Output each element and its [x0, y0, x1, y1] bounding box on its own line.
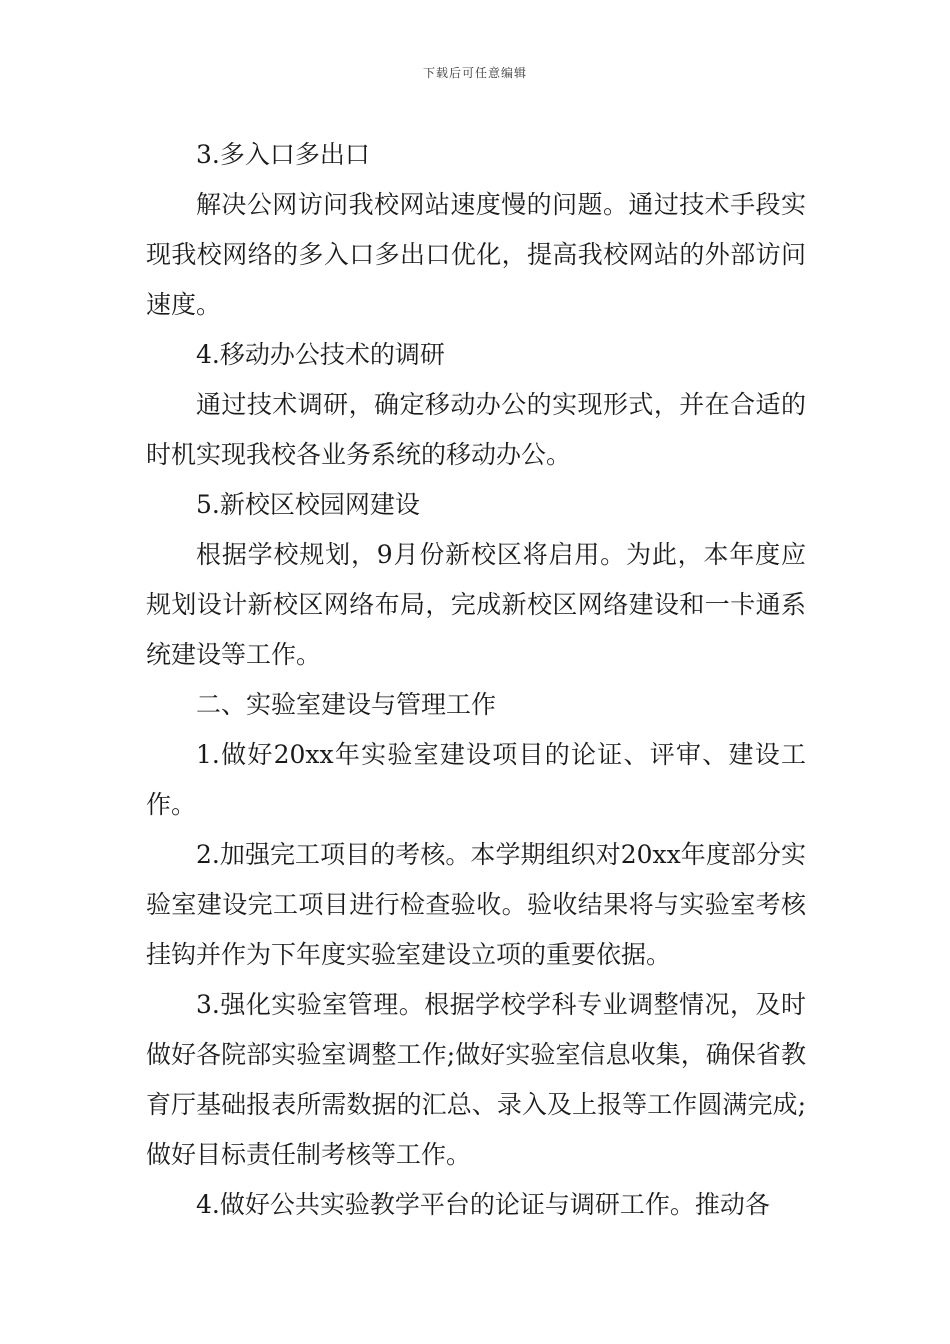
body-paragraph: 1.做好20xx年实验室建设项目的论证、评审、建设工作。: [146, 740, 806, 819]
body-paragraph: 通过技术调研，确定移动办公的实现形式，并在合适的时机实现我校各业务系统的移动办公。: [146, 390, 806, 469]
section-heading: 5.新校区校园网建设: [196, 490, 420, 519]
body-paragraph: 4.做好公共实验教学平台的论证与调研工作。推动各: [196, 1190, 770, 1219]
section-heading: 4.移动办公技术的调研: [196, 340, 445, 369]
page-header-watermark: 下载后可任意编辑: [422, 66, 527, 80]
section-heading: 3.多入口多出口: [196, 140, 370, 169]
body-paragraph: 3.强化实验室管理。根据学校学科专业调整情况，及时做好各院部实验室调整工作;做好实验室信息收集，确保省教育厅基础报表所需数据的汇总、录入及上报等工作圆满完成;做好目标责任制考核等工作。: [146, 990, 806, 1169]
body-paragraph: 根据学校规划，9月份新校区将启用。为此，本年度应规划设计新校区网络布局，完成新校区网络建设和一卡通系统建设等工作。: [146, 540, 806, 669]
document-body: [146, 130, 806, 1230]
body-paragraph: 解决公网访问我校网站速度慢的问题。通过技术手段实现我校网络的多入口多出口优化，提高我校网站的外部访问速度。: [146, 190, 806, 319]
chapter-heading: 二、实验室建设与管理工作: [196, 690, 497, 719]
body-paragraph: 2.加强完工项目的考核。本学期组织对20xx年度部分实验室建设完工项目进行检查验收。验收结果将与实验室考核挂钩并作为下年度实验室建设立项的重要依据。: [146, 840, 806, 969]
